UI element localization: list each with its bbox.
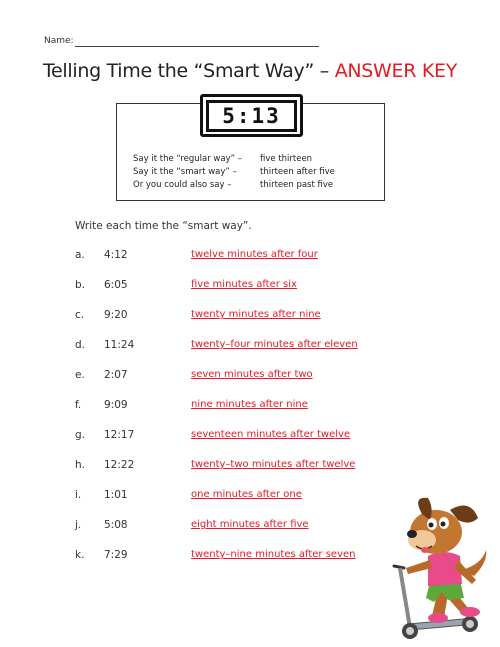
item-letter: c. <box>75 309 85 321</box>
item-time: 6:05 <box>104 279 128 291</box>
item-answer[interactable]: twenty minutes after nine <box>191 309 321 320</box>
name-label: Name: <box>44 36 74 46</box>
item-time: 11:24 <box>104 339 135 351</box>
item-letter: a. <box>75 249 85 261</box>
item-answer[interactable]: twenty–four minutes after eleven <box>191 339 358 350</box>
item-answer[interactable]: seventeen minutes after twelve <box>191 429 351 440</box>
example-box <box>116 103 385 201</box>
page-title <box>0 60 500 82</box>
item-time: 12:22 <box>104 459 135 471</box>
say-value: five thirteen <box>260 154 313 164</box>
item-letter: d. <box>75 339 86 351</box>
item-time: 4:12 <box>104 249 128 261</box>
item-letter: h. <box>75 459 85 471</box>
title-main: Telling Time the “Smart Way” – <box>42 60 335 82</box>
say-label: Say it the “regular way” – <box>133 154 242 164</box>
say-row-smart <box>133 166 335 179</box>
item-letter: k. <box>75 549 85 561</box>
item-letter: i. <box>75 489 82 501</box>
item-time: 12:17 <box>104 429 135 441</box>
say-value: thirteen past five <box>260 180 334 190</box>
digital-clock <box>200 94 303 137</box>
item-answer[interactable]: twenty–nine minutes after seven <box>191 549 356 560</box>
item-letter: j. <box>75 519 82 531</box>
item-answer[interactable]: seven minutes after two <box>191 369 313 380</box>
item-answer[interactable]: eight minutes after five <box>191 519 309 530</box>
item-letter: b. <box>75 279 86 291</box>
answer-key-label: ANSWER KEY <box>334 60 458 82</box>
instruction: Write each time the “smart way”. <box>75 220 252 232</box>
item-answer[interactable]: one minutes after one <box>191 489 302 500</box>
item-time: 2:07 <box>104 369 128 381</box>
item-time: 5:08 <box>104 519 128 531</box>
item-answer[interactable]: five minutes after six <box>191 279 297 290</box>
item-answer[interactable]: twenty–two minutes after twelve <box>191 459 356 470</box>
say-label: Say it the “smart way” – <box>133 167 237 177</box>
item-letter: g. <box>75 429 86 441</box>
say-row-also <box>133 179 335 192</box>
item-time: 9:09 <box>104 399 128 411</box>
say-examples <box>133 153 335 192</box>
item-time: 9:20 <box>104 309 128 321</box>
item-letter: f. <box>75 399 82 411</box>
item-letter: e. <box>75 369 85 381</box>
item-time: 1:01 <box>104 489 128 501</box>
item-answer[interactable]: nine minutes after nine <box>191 399 308 410</box>
dog-on-scooter-illustration <box>378 490 496 642</box>
say-row-regular <box>133 153 335 166</box>
item-time: 7:29 <box>104 549 128 561</box>
name-row <box>44 36 74 46</box>
name-line[interactable] <box>75 46 319 47</box>
say-value: thirteen after five <box>260 167 335 177</box>
say-label: Or you could also say – <box>133 180 232 190</box>
item-answer[interactable]: twelve minutes after four <box>191 249 318 260</box>
clock-display: 5:13 <box>206 100 297 132</box>
